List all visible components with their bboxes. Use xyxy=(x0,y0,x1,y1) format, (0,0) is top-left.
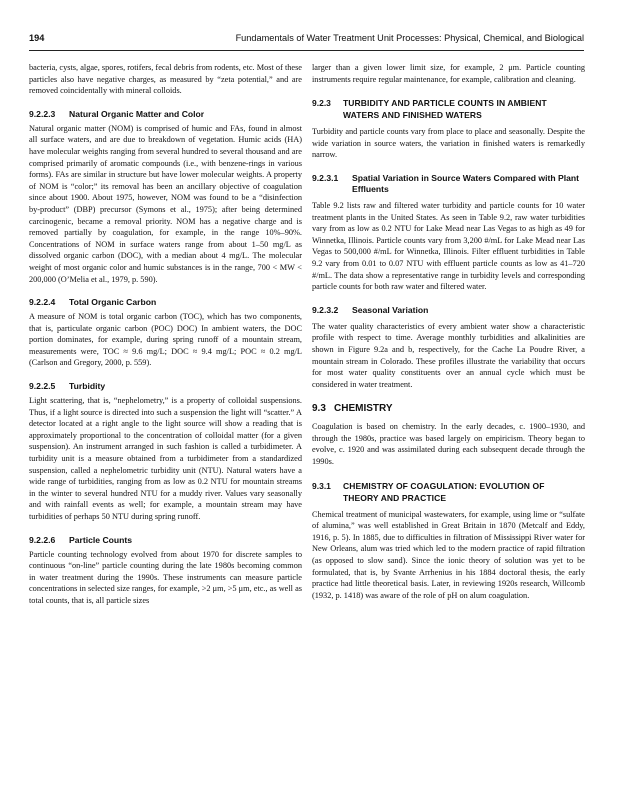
section-heading-particle-counts xyxy=(29,535,302,546)
section-number: 9.2.2.5 xyxy=(29,381,56,392)
left-column xyxy=(29,62,302,607)
s923-paragraph: Turbidity and particle counts vary from place to place and seasonally. Despite the wide variation in source waters, the variation in finished waters is remarkedly narrow. xyxy=(312,127,585,160)
continued-paragraph: larger than a given lower limit size, for example, 2 μm. Particle counting instruments require regular maintenance, for example, calibration and cleaning. xyxy=(312,63,585,84)
section-number: 9.2.3.2 xyxy=(312,304,339,315)
s9231-paragraph: Table 9.2 lists raw and filtered water turbidity and particle counts for 10 water treatment plants in the United States. As seen in Table 9.2, raw water turbidities vary from as low as 0.2 NTU for Lake Mead near Las Vegas to as high as 49 for Winnetka, Illinois. Particle counts vary from 3,200 #/mL for Lake Mead near Las Vegas to 500,000 #/mL for Winnetka, Illinois. Filter effluent turbidities in Table 9.2 vary from 0.01 to 0.07 NTU with effluent particle counts as low as 41–720 #/mL. The data show a representative range in turbidity levels and corresponding particle counts for both raw water and filtered water. xyxy=(312,200,585,292)
section-heading-9-2-3-1 xyxy=(312,173,585,195)
s9232-paragraph: The water quality characteristics of every ambient water show a characteristic profile with respect to time. Average monthly turbidities and alkalinities are shown in Figure 9.2a and b, respectively, for the Cache La Poudre River, a mountain stream in Colorado. These profiles illustrate the variability that occurs for most water quality constituents over an annual cycle which must be considered in water treatment. xyxy=(312,321,585,389)
s931-paragraph: Chemical treatment of municipal wastewaters, for example, using lime or “sulfate of alumina,” was well established in Great Britain in 1870 (Metcalf and Eddy, 1916, p. 5). In 1885, due to difficulties in filtration of Mississippi River water for New Orleans, alum was tried which led to the modern practice of rapid filtration (as opposed to slow sand). Since the ionic theory of solution was yet to be formulated, that is, by Svante Arrhenius in his 1884 doctoral thesis, the early practice had little theoretical basis. Later, in reviewing 1920s research, Willcomb (1932, p. 1418) was aware of the role of pH on alum coagulation. xyxy=(312,509,585,600)
nom-paragraph: Natural organic matter (NOM) is comprised of humic and FAs, found in almost all surface waters, and are due to breakdown of vegetation. Humic acids (HA) have molecular weights ranging from several hundred to several thousand and are comprised primarily of aromatic compounds (i.e., with benzene-rings in various forms). FAs are similar in structure but have lower molecular weights. A property of NOM is “color;” its removal has been an ancillary objective of coagulation since about 1900. About 1975, however, NOM was found to be a “disinfection by-product” (DBP) precursor (Symons et al., 1975); after being determined carcinogenic, became a removal priority. NOM has a negative charge and is removed partially by coagulation, for example, in the range 10%–90%. Concentrations of NOM in surface waters range from about 1–50 mg/L as dissolved organic carbon (DOC), with a median about 4 mg/L. The molecular weight of most organic color and humic substances is in the range, 700 < MW < 200,000 (O’Melia et al., 1979, p. 590). xyxy=(29,123,302,284)
section-title: TURBIDITY AND PARTICLE COUNTS IN AMBIENT WATERS AND FINISHED WATERS xyxy=(343,98,547,121)
section-title: Seasonal Variation xyxy=(352,304,429,315)
section-title: Turbidity xyxy=(69,381,106,392)
section-heading-turbidity xyxy=(29,381,302,392)
header-rule xyxy=(29,50,584,51)
section-number: 9.2.2.4 xyxy=(29,297,56,308)
section-heading-9-3-1 xyxy=(312,480,585,504)
turbidity-paragraph: Light scattering, that is, “nephelometry,” is a property of colloidal suspensions. Thus, if a light source is directed into such a suspension the light will “scatter.” A detector located at a right angle to the light source will show a reading that is approximately proportional to the concentration of colloidal matter (for a given suspension). An instrument arranged in such fashion is called a turbidimeter. A turbidity unit is a measure obtained from a turbidimeter from a standardized suspension, called a nephelometric turbidity unit (NTU). Natural waters have a wide range of turbidities, ranging from as low as 0.2 NTU for mountain streams in the winter to several hundred NTU for a muddy river. Values vary seasonally and with rainfall events as well; for example, a mountain stream may have turbidities of perhaps 50 NTU during spring runoff. xyxy=(29,396,302,521)
section-heading-nom xyxy=(29,109,302,120)
section-title: Particle Counts xyxy=(69,534,133,545)
particle-counts-paragraph: Particle counting technology evolved from about 1970 for discrete samples to continuous “on-line” particle counting during the late 1980s becoming common in water treatment during the 1990s. These instruments can measure particle concentrations in selected size ranges, for example, >2 μm, >5 μm, etc., as well as total counts, that is, all particle sizes xyxy=(29,549,302,605)
running-header xyxy=(29,31,584,47)
section-number: 9.2.2.6 xyxy=(29,534,56,545)
section-number: 9.3 xyxy=(312,403,326,415)
section-title: CHEMISTRY OF COAGULATION: EVOLUTION OF THEORY AND PRACTICE xyxy=(343,480,545,503)
s93-paragraph: Coagulation is based on chemistry. In the early decades, c. 1900–1930, and through the 1980s, practice was based largely on empiricism. Theory began to evolve, c. 1920 and was assimilated during each subsequent decade through the 1990s. xyxy=(312,422,585,467)
section-number: 9.2.3 xyxy=(312,98,331,109)
section-number: 9.3.1 xyxy=(312,480,331,491)
section-heading-9-3 xyxy=(312,402,585,415)
page-number: 194 xyxy=(29,33,45,43)
right-column xyxy=(312,62,585,601)
intro-paragraph: bacteria, cysts, algae, spores, rotifers, fecal debris from rodents, etc. Most of these particles also have negative charges, as measured by “zeta potential,” and are removed coincidentally with mineral colloids. xyxy=(29,63,302,96)
section-heading-toc xyxy=(29,297,302,308)
section-title: Total Organic Carbon xyxy=(69,297,157,308)
toc-paragraph: A measure of NOM is total organic carbon (TOC), which has two components, that is, particulate organic carbon (POC) DOC) In ambient waters, the DOC portion dominates, for example, during spring runoff of a mountain stream, measurements were, TOC ≈ 9.6 mg/L; DOC ≈ 9.4 mg/L; POC ≈ 0.2 mg/L (Carlson and Gregory, 2000, p. 559). xyxy=(29,312,302,368)
running-title: Fundamentals of Water Treatment Unit Processes: Physical, Chemical, and Biological xyxy=(235,33,584,43)
section-title: Spatial Variation in Source Waters Compared with Plant Effluents xyxy=(352,172,579,194)
section-heading-9-2-3-2 xyxy=(312,305,585,316)
section-number: 9.2.2.3 xyxy=(29,108,56,119)
section-number: 9.2.3.1 xyxy=(312,172,339,183)
section-heading-9-2-3 xyxy=(312,97,585,121)
section-title: Natural Organic Matter and Color xyxy=(69,108,205,119)
section-title: CHEMISTRY xyxy=(334,403,393,415)
